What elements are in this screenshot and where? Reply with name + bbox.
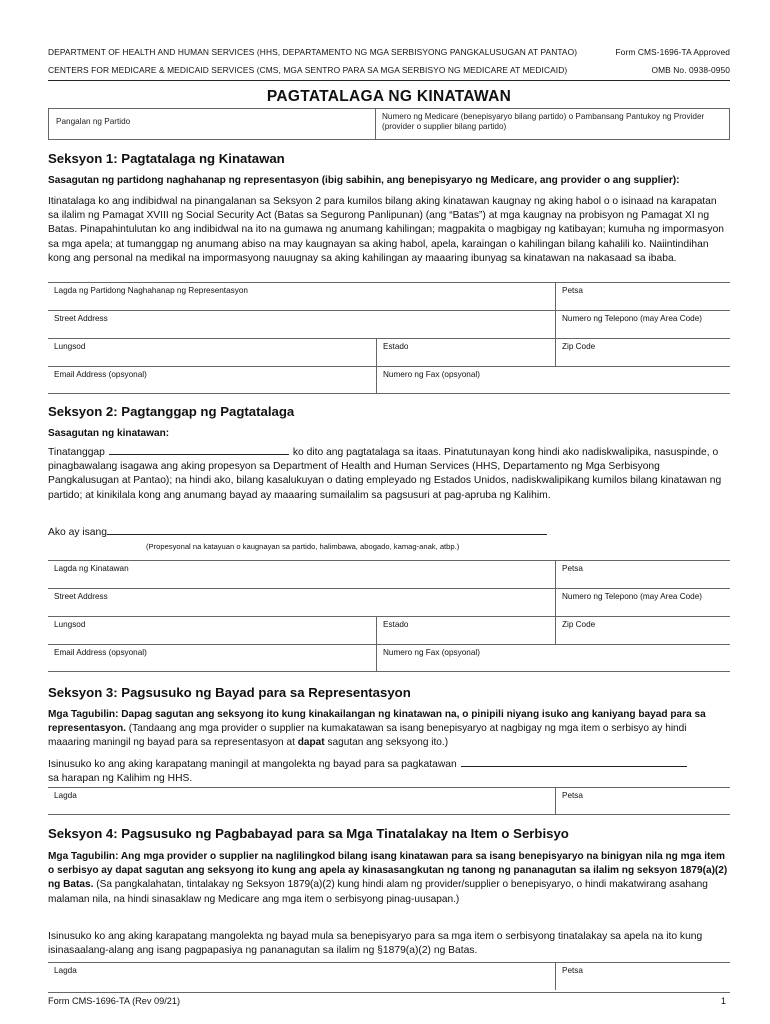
s2-fax-field[interactable] xyxy=(376,645,555,671)
omb-number: OMB No. 0938-0950 xyxy=(651,65,730,75)
footer xyxy=(48,996,730,1006)
s2-street-field[interactable] xyxy=(48,589,555,616)
footer-rule xyxy=(48,992,730,993)
section4-instructions xyxy=(48,850,730,907)
s3-instr-bold: Mga Tagubilin: Dapag sagutan ang seksyong ito kung kinakailangan ng kinatawan na, o pinipili niyang isuko ang kaniyang bayad para sa representasyon. xyxy=(48,709,706,735)
section4-form-table xyxy=(48,962,730,990)
s2-street-label: Street Address xyxy=(54,592,108,601)
section2-instruction: Sasagutan ng kinatawan: xyxy=(48,428,170,439)
s2-row-signature xyxy=(48,561,730,589)
s2-signature-field[interactable] xyxy=(48,561,555,588)
s2-signature-label: Lagda ng Kinatawan xyxy=(54,564,129,573)
s2-email-field[interactable] xyxy=(48,645,376,671)
page-number: 1 xyxy=(720,996,726,1006)
s1-email-field[interactable] xyxy=(48,367,376,393)
page-title: PAGTATALAGA NG KINATAWAN xyxy=(266,88,512,105)
s2-zip-field[interactable] xyxy=(555,617,730,644)
s2-email-label: Email Address (opsyonal) xyxy=(54,648,147,657)
s3-waiver-line1 xyxy=(48,758,730,772)
s3-waiver-line2: sa harapan ng Kalihim ng HHS. xyxy=(48,773,193,784)
medicare-number-field[interactable] xyxy=(375,108,730,140)
s4-instr-bold: Mga Tagubilin: Ang mga provider o supplier na naglilingkod bilang isang kinatawan para sa isang benepisyaryo na binigyan nila ng mga item o serbisyo ay dapat sagutan ang seksyong ito kung ang apela ay kinasasangkutan ng tanong ng pananagutan sa ilalim ng seksyon 1879(a)(2) ng Batas. xyxy=(48,851,728,891)
s2-fax-label: Numero ng Fax (opsyonal) xyxy=(383,648,480,657)
s2-phone-field[interactable] xyxy=(555,589,730,616)
cms-text: CENTERS FOR MEDICARE & MEDICAID SERVICES (CMS, MGA SENTRO PARA SA MGA SERBISYO NG MEDICARE AT MEDICAID) xyxy=(48,65,568,75)
section1-instruction: Sasagutan ng partidong naghahanap ng representasyon (ibig sabihin, ang benepisyaryo ng Medicare, ang provider o ang supplier): xyxy=(48,175,680,186)
s2-phone-label: Numero ng Telepono (may Area Code) xyxy=(562,592,703,601)
s2-row-city xyxy=(48,617,730,645)
s1-signature-label: Lagda ng Partidong Naghahanap ng Representasyon xyxy=(54,286,248,295)
s1-fax-field[interactable] xyxy=(376,367,555,393)
s1-date-field[interactable] xyxy=(555,283,730,310)
s1-date-label: Petsa xyxy=(562,286,583,295)
professional-status-blank[interactable] xyxy=(107,534,547,535)
s2-date-field[interactable] xyxy=(555,561,730,588)
s1-city-field[interactable] xyxy=(48,339,376,366)
ako-line xyxy=(48,526,730,540)
s1-signature-field[interactable] xyxy=(48,283,555,310)
s1-email-label: Email Address (opsyonal) xyxy=(54,370,147,379)
s2-body-start: Tinatanggap xyxy=(48,447,105,458)
form-approved-text: Form CMS-1696-TA Approved xyxy=(615,47,730,57)
s1-street-field[interactable] xyxy=(48,311,555,338)
s2-state-label: Estado xyxy=(383,620,409,629)
section2-heading: Seksyon 2: Pagtanggap ng Pagtatalaga xyxy=(48,404,295,419)
s3-waiver-text1: Isinusuko ko ang aking karapatang maningil at mangolekta ng bayad para sa pagkatawan xyxy=(48,759,457,770)
s4-date-label: Petsa xyxy=(562,966,583,975)
s4-date-field[interactable] xyxy=(555,963,730,990)
s1-street-label: Street Address xyxy=(54,314,108,323)
section1-body: Itinatalaga ko ang indibidwal na pinangalanan sa Seksyon 2 para kumilos bilang aking kinatawan kaugnay ng aking habol o o isinaad na karapatan sa ilalim ng Pamagat XVIII ng Social Security Act (Batas sa Segurong Panlipunan) (ang “Batas”) at mga kaugnay na probisyon ng Pamagat XI ng Batas. Pinapahintulutan ko ang indibidwal na ito na gumawa ng anumang kahilingan; magpakita o magbigay ng katibayan; kumuha ng impormasyon sa mga apela; at tumanggap ng anumang abiso na may kaugnayan sa aking habol, apela, karaingan o kahilingan bilang kahalili ko. Naiintindihan kong ang personal na medikal na impormasyong nauugnay sa aking kahilingan ay maaaring ibunyag sa kinatawan na nakasaad sa ibaba. xyxy=(48,196,725,264)
s2-row-street xyxy=(48,589,730,617)
department-line xyxy=(48,47,730,57)
party-name-label: Pangalan ng Partido xyxy=(56,117,131,126)
section3-heading: Seksyon 3: Pagsusuko ng Bayad para sa Representasyon xyxy=(48,685,411,700)
representative-name-blank[interactable] xyxy=(109,454,289,455)
ako-text: Ako ay isang xyxy=(48,527,107,538)
s1-row-signature xyxy=(48,283,730,311)
s2-city-field[interactable] xyxy=(48,617,376,644)
medicare-number-label: Numero ng Medicare (benepisyaryo bilang partido) o Pambansang Pantukoy ng Provider (provider o supplier bilang partido) xyxy=(382,112,705,131)
section3-instructions xyxy=(48,708,730,751)
s1-zip-label: Zip Code xyxy=(562,342,596,351)
header-rule xyxy=(48,80,730,81)
s2-date-label: Petsa xyxy=(562,564,583,573)
s3-date-label: Petsa xyxy=(562,791,583,800)
s2-row-email xyxy=(48,645,730,672)
s3-waiver-blank[interactable] xyxy=(461,766,687,767)
s2-state-field[interactable] xyxy=(376,617,555,644)
section2-body xyxy=(48,446,730,503)
s3-date-field[interactable] xyxy=(555,788,730,814)
s3-signature-label: Lagda xyxy=(54,791,77,800)
s1-fax-label: Numero ng Fax (opsyonal) xyxy=(383,370,480,379)
dept-text: DEPARTMENT OF HEALTH AND HUMAN SERVICES (HHS, DEPARTAMENTO NG MGA SERBISYONG PANGKALUSUGAN AT PANTAO) xyxy=(48,47,578,57)
s4-waiver: Isinusuko ko ang aking karapatang mangolekta ng bayad mula sa benepisyaryo para sa mga item o serbisyong tinatalakay sa apela na ito kung isinasaalang-alang ang isang pagpapasiya ng pananagutan sa ilalim ng §1879(a)(2) ng Batas. xyxy=(48,931,703,957)
s1-zip-field[interactable] xyxy=(555,339,730,366)
s1-state-label: Estado xyxy=(383,342,409,351)
cms-line xyxy=(48,65,730,75)
section3-form-table xyxy=(48,787,730,815)
s1-row-email xyxy=(48,367,730,394)
s3-instr-dapat: dapat xyxy=(297,737,325,749)
ako-hint: (Propesyonal na katayuan o kaugnayan sa partido, halimbawa, abogado, kamag-anak, atbp.) xyxy=(146,542,460,551)
s1-state-field[interactable] xyxy=(376,339,555,366)
s3-row-signature xyxy=(48,788,730,815)
section1-heading: Seksyon 1: Pagtatalaga ng Kinatawan xyxy=(48,151,285,166)
s2-body-rest: ko dito ang pagtatalaga sa itaas. Pinatutunayan kong hindi ako nadiskwalipika, nasuspinde, o pinagbawalang isagawa ang aking propesyon sa Department of Health and Human Services (HHS, Departamento ng Mga Serbisyong Pangkalusugan at Pantao); na hindi ako, bilang kasalukuyan o dating empleyado ng Estados Unidos, nadiskwalipikang kumilos bilang kinatawan ng partido; at kinikilala kong ang anumang bayad ay maaaring sumailalim sa pagsusuri at pag-apruba ng Kalihim. xyxy=(48,447,722,501)
s3-instr-rest-b: sagutan ang seksyong ito.) xyxy=(327,737,449,749)
s2-zip-label: Zip Code xyxy=(562,620,596,629)
s1-row-street xyxy=(48,311,730,339)
s4-signature-field[interactable] xyxy=(48,963,555,990)
section1-form-table xyxy=(48,282,730,394)
s3-instr-rest-a: (Tandaang ang mga provider o supplier na kumakatawan sa isang benepisyaryo at nagbigay ng mga item o serbisyo ay hindi maaaring maningil ng bayad para sa representasyon at xyxy=(48,723,687,749)
section2-form-table xyxy=(48,560,730,672)
s1-phone-label: Numero ng Telepono (may Area Code) xyxy=(562,314,703,323)
s4-row-signature xyxy=(48,963,730,990)
s1-row-city xyxy=(48,339,730,367)
party-name-field[interactable] xyxy=(48,108,376,140)
s4-signature-label: Lagda xyxy=(54,966,77,975)
s4-instr-rest: (Sa pangkalahatan, tintalakay ng Seksyon 1879(a)(2) kung hindi alam ng provider/supplier o benepisyaryo, o hindi makatwirang asahang malaman nila, na hindi sinasaklaw ng Medicare ang mga item o serbisyong pinag-uusapan.) xyxy=(48,879,708,905)
s2-city-label: Lungsod xyxy=(54,620,86,629)
section4-heading: Seksyon 4: Pagsusuko ng Pagbabayad para sa Mga Tinatalakay na Item o Serbisyo xyxy=(48,826,569,841)
s3-signature-field[interactable] xyxy=(48,788,555,814)
s1-phone-field[interactable] xyxy=(555,311,730,338)
form-id: Form CMS-1696-TA (Rev 09/21) xyxy=(48,996,181,1006)
s1-city-label: Lungsod xyxy=(54,342,86,351)
